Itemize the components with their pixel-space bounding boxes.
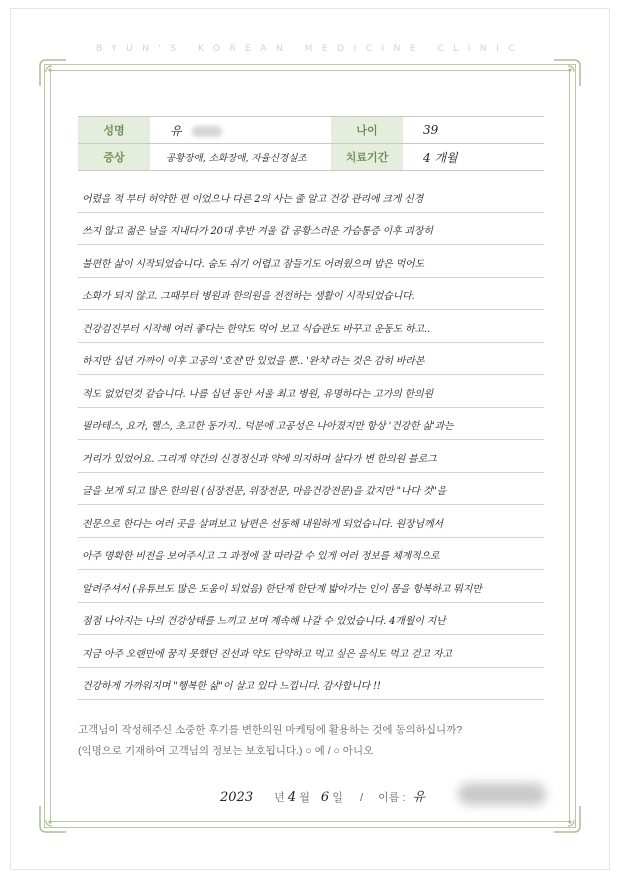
- symptom-value: 공황장애, 소화장애, 자율신경실조: [150, 144, 331, 171]
- redacted-name: [192, 126, 222, 137]
- consent-separator: /: [327, 745, 331, 757]
- review-line-text: 하지만 십년 가까이 이후 고공의 '호전'만 있었을 뿐.. '완치'라는 것은 감히 바라본: [82, 356, 425, 367]
- review-line-text: 전문으로 한다는 여러 곳을 살펴보고 남편은 선동해 내원하게 되었습니다. 원장님께서: [82, 518, 443, 530]
- age-label: 나이: [331, 117, 403, 144]
- consent-note: (익명으로 기재하여 고객님의 정보는 보호됩니다.): [78, 745, 303, 757]
- signature-separator: /: [359, 792, 364, 804]
- clinic-watermark: BYUN'S KOREAN MEDICINE CLINIC: [95, 44, 525, 54]
- signature-line: [220, 786, 425, 805]
- name-label: 성명: [78, 117, 150, 144]
- symptom-label: 증상: [78, 144, 150, 171]
- review-line-text: 거리가 있었어요. 그리게 약간의 신경정신과 약에 의지하며 살다가 변 한의원 블로그: [82, 453, 437, 465]
- review-line-text: 필라테스, 요가, 헬스, 초고한 동가지.. 덕분에 고공성은 나아졌지만 항상 '건강한 삶'과는: [82, 421, 454, 432]
- review-line-text: 글을 보게 되고 많은 한의원 (심장전문, 위장전문, 마음건강전문)을 갔지만 "나다 것"을: [82, 486, 447, 497]
- review-line-text: 적도 없었던것 같습니다. 나름 십년 동안 서울 최고 병원, 유명하다는 고가의 한의원: [82, 388, 433, 400]
- review-line: [78, 213, 544, 246]
- signature-year: 2023: [220, 790, 254, 805]
- consent-yes-option[interactable]: ○ 예: [305, 745, 325, 757]
- review-line-text: 쓰지 않고 젊은 날을 지내다가 20대 후반 겨울 갑 공황스러운 가슴통증 이후 괴장히: [82, 226, 433, 237]
- corner-ornament-icon: [552, 804, 582, 834]
- review-line-text: 불편한 삶이 시작되었습니다. 숨도 쉬기 어렵고 잠들기도 어려웠으며 밥은 먹어도: [82, 258, 424, 270]
- info-row: [78, 117, 544, 144]
- consent-no-option[interactable]: ○ 아니오: [333, 745, 374, 757]
- review-line: [78, 603, 544, 636]
- review-line: [78, 473, 544, 506]
- review-line-text: 건강검진부터 시작해 여러 좋다는 한약도 먹어 보고 식습관도 바꾸고 운동도 하고..: [82, 323, 430, 335]
- review-line: [78, 278, 544, 311]
- period-value: 4 개월: [403, 144, 544, 171]
- review-line: [78, 375, 544, 408]
- review-line: [78, 245, 544, 278]
- review-line-text: 지금 아주 오랜만에 꿈지 못했던 진선과 약도 단약하고 먹고 싶은 음식도 먹고 걷고 자고: [82, 648, 452, 660]
- review-body: [78, 180, 544, 700]
- review-line: [78, 635, 544, 668]
- review-line: [78, 408, 544, 441]
- review-line: [78, 343, 544, 376]
- year-unit: 년: [274, 792, 285, 804]
- info-row: [78, 144, 544, 171]
- consent-question: 고객님이 작성해주신 소중한 후기를 변한의원 마케팅에 활용하는 것에 동의하십니까?: [78, 724, 463, 736]
- name-value: 유: [170, 123, 182, 138]
- review-line: [78, 668, 544, 701]
- review-line-text: 점점 나아지는 나의 건강상태를 느끼고 보며 계속해 나갈 수 있었습니다. 4개월이 지난: [82, 616, 446, 627]
- review-line: [78, 440, 544, 473]
- period-label: 치료기간: [331, 144, 403, 171]
- review-line: [78, 310, 544, 343]
- signature-month: 4: [287, 790, 297, 805]
- review-line-text: 건강하게 가까워지며 "행복한 삶"이 살고 있다 느낍니다. 감사합니다 !!: [82, 681, 381, 692]
- patient-info-table: [78, 116, 544, 171]
- review-line-text: 알려주셔서 (유튜브도 많은 도움이 되었음) 한단계 한단계 밟아가는 인이 몸을 항복하고 뭐지만: [82, 583, 482, 595]
- review-line-text: 소화가 되지 않고. 그때부터 병원과 한의원을 전전하는 생활이 시작되었습니다.: [82, 291, 415, 302]
- age-value: 39: [403, 117, 544, 144]
- review-line-text: 어렸을 적 부터 허약한 편 이었으나 다른 2의 사는 줄 알고 건강 관리에 크게 신경: [82, 193, 424, 205]
- redacted-signature: [458, 783, 546, 805]
- name-cell: [150, 117, 331, 144]
- review-line: [78, 180, 544, 213]
- signature-name-label: 이름 :: [378, 792, 406, 804]
- signature-day: 6: [320, 790, 330, 805]
- review-line: [78, 505, 544, 538]
- review-line-text: 아주 명확한 비전을 보여주시고 그 과정에 잘 따라갈 수 있게 여러 정보를 체계적으로: [82, 551, 440, 562]
- corner-ornament-icon: [38, 804, 68, 834]
- consent-section: [78, 720, 462, 762]
- corner-ornament-icon: [38, 58, 68, 88]
- consent-options: [78, 741, 462, 762]
- day-unit: 일: [332, 792, 343, 804]
- corner-ornament-icon: [552, 58, 582, 88]
- signature-name-value: 유: [412, 790, 426, 805]
- review-line: [78, 570, 544, 603]
- month-unit: 월: [299, 792, 310, 804]
- review-line: [78, 538, 544, 571]
